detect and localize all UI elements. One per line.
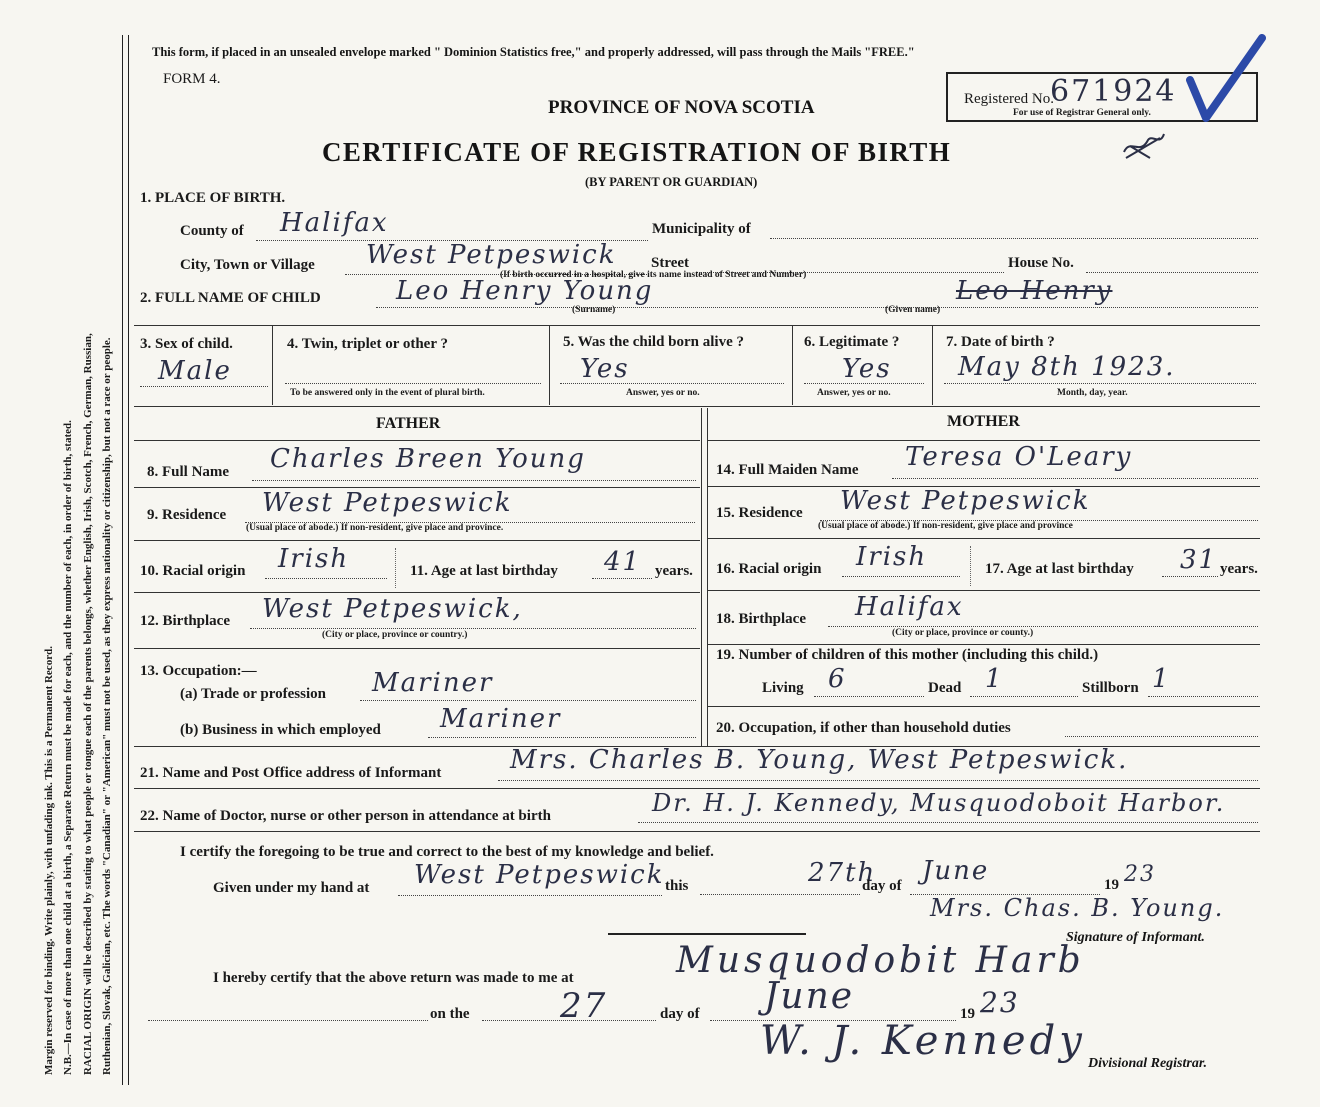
- mother-age-value: 31: [1180, 545, 1218, 575]
- surname-caption: (Surname): [572, 305, 616, 315]
- mother-birthplace-label: 18. Birthplace: [716, 611, 806, 627]
- margin-note-multiple-births: N.B.—In case of more than one child at a birth, a Separate Return must be made for each, and the number of each, in order of birth, stated.: [62, 420, 74, 1075]
- registrar-place-value: Musquodobit Harb: [676, 940, 1085, 981]
- municipality-label: Municipality of: [652, 221, 751, 237]
- father-age-value: 41: [604, 547, 642, 577]
- legitimate-label: 6. Legitimate ?: [804, 334, 900, 350]
- mother-birthplace-value: Halifax: [855, 592, 964, 622]
- city-label: City, Town or Village: [180, 257, 315, 273]
- on-the-label: on the: [430, 1006, 470, 1022]
- mail-notice: This form, if placed in an unsealed envelope marked " Dominion Statistics free," and properly addressed, will pass through the Mails "FREE.": [152, 45, 915, 59]
- registrar-year-value: 23: [980, 986, 1020, 1019]
- certification-month-value: June: [922, 856, 990, 886]
- doctor-value: Dr. H. J. Kennedy, Musquodoboit Harbor.: [652, 789, 1226, 817]
- child-name-label: 2. FULL NAME OF CHILD: [140, 290, 321, 306]
- informant-label: 21. Name and Post Office address of Informant: [140, 765, 442, 781]
- father-trade-value: Mariner: [372, 668, 494, 698]
- father-name-label: 8. Full Name: [147, 464, 230, 480]
- twin-label: 4. Twin, triplet or other ?: [287, 336, 448, 352]
- sex-label: 3. Sex of child.: [140, 336, 233, 352]
- twin-note: To be answered only in the event of plural birth.: [290, 388, 485, 398]
- father-name-value: Charles Breen Young: [270, 444, 586, 474]
- given-place-value: West Petpeswick: [414, 860, 665, 890]
- legitimate-value: Yes: [842, 354, 892, 384]
- living-value: 6: [828, 664, 847, 694]
- mother-age-years: years.: [1220, 561, 1258, 577]
- stillborn-label: Stillborn: [1082, 680, 1139, 696]
- county-label: County of: [180, 223, 244, 239]
- registered-number: 671924: [1050, 74, 1177, 109]
- registrar-signature: W. J. Kennedy: [760, 1018, 1086, 1064]
- born-alive-label: 5. Was the child born alive ?: [563, 334, 744, 350]
- mother-residence-label: 15. Residence: [716, 505, 803, 521]
- father-residence-label: 9. Residence: [147, 507, 227, 523]
- mother-racial-origin-label: 16. Racial origin: [716, 561, 822, 577]
- child-surname-value: Leo Henry Young: [396, 276, 654, 306]
- father-business-value: Mariner: [440, 704, 562, 734]
- registrar-statement: I hereby certify that the above return was made to me at: [213, 970, 574, 986]
- margin-note-racial-origin: RACIAL ORIGIN will be described by stating to what people or tongue each of the parents belongs, whether English, Irish, Scotch, French, German, Russian,: [82, 333, 94, 1075]
- legitimate-note: Answer, yes or no.: [817, 388, 891, 398]
- mother-children-label: 19. Number of children of this mother (including this child.): [716, 647, 1099, 663]
- registrar-day-value: 27: [560, 986, 608, 1026]
- registrar-caption: Divisional Registrar.: [1088, 1056, 1208, 1071]
- informant-signature: Mrs. Chas. B. Young.: [930, 894, 1225, 922]
- certification-year-value: 23: [1124, 862, 1156, 887]
- stillborn-value: 1: [1152, 664, 1171, 694]
- father-trade-label: (a) Trade or profession: [180, 686, 326, 702]
- mother-racial-origin-value: Irish: [856, 542, 928, 572]
- county-value: Halifax: [280, 208, 389, 238]
- father-age-label: 11. Age at last birthday: [410, 563, 558, 579]
- this-label: this: [665, 878, 689, 894]
- mother-name-value: Teresa O'Leary: [905, 442, 1133, 472]
- mother-residence-note: (Usual place of abode.) If non-resident, give place and province: [818, 521, 1073, 531]
- certification-year-prefix: 19: [1104, 877, 1119, 893]
- mother-occupation-label: 20. Occupation, if other than household duties: [716, 720, 1011, 736]
- margin-rule-outer: [122, 35, 123, 1085]
- check-mark-icon: [1186, 34, 1266, 126]
- margin-rule-inner: [128, 35, 129, 1085]
- mother-age-label: 17. Age at last birthday: [985, 561, 1134, 577]
- certification-day-value: 27th: [808, 858, 877, 888]
- date-of-birth-value: May 8th 1923.: [958, 352, 1176, 382]
- born-alive-value: Yes: [580, 354, 630, 384]
- form-number: FORM 4.: [163, 71, 221, 87]
- province-heading: PROVINCE OF NOVA SCOTIA: [548, 97, 815, 118]
- stamp-scribble-icon: [1120, 128, 1168, 162]
- city-value: West Petpeswick: [366, 240, 617, 270]
- father-heading: FATHER: [376, 415, 441, 432]
- father-occupation-label: 13. Occupation:—: [140, 663, 257, 679]
- house-number-label: House No.: [1008, 255, 1074, 271]
- date-of-birth-note: Month, day, year.: [1057, 388, 1128, 398]
- certification-day-of-label: day of: [862, 878, 902, 894]
- father-birthplace-note: (City or place, province or country.): [322, 630, 468, 640]
- informant-value: Mrs. Charles B. Young, West Petpeswick.: [510, 745, 1129, 775]
- dead-label: Dead: [928, 680, 962, 696]
- given-name-caption: (Given name): [885, 305, 941, 315]
- father-birthplace-value: West Petpeswick,: [262, 594, 523, 624]
- street-label: Street: [651, 255, 690, 271]
- date-of-birth-label: 7. Date of birth ?: [946, 334, 1055, 350]
- registrar-month-value: June: [764, 976, 855, 1017]
- given-under-label: Given under my hand at: [213, 880, 370, 896]
- certification-statement: I certify the foregoing to be true and correct to the best of my knowledge and belief.: [180, 844, 714, 860]
- child-given-name-value: Leo Henry: [956, 276, 1113, 306]
- sex-value: Male: [158, 356, 232, 386]
- mother-heading: MOTHER: [947, 413, 1020, 430]
- registrar-note: For use of Registrar General only.: [1013, 108, 1151, 118]
- informant-signature-caption: Signature of Informant.: [1066, 930, 1205, 945]
- father-racial-origin-value: Irish: [278, 544, 350, 574]
- registered-label: Registered No.: [964, 91, 1054, 107]
- father-racial-origin-label: 10. Racial origin: [140, 563, 246, 579]
- registrar-year-prefix: 19: [960, 1006, 975, 1022]
- dead-value: 1: [985, 664, 1004, 694]
- doctor-label: 22. Name of Doctor, nurse or other person in attendance at birth: [140, 808, 551, 824]
- born-alive-note: Answer, yes or no.: [626, 388, 700, 398]
- hospital-note: (If birth occurred in a hospital, give its name instead of Street and Number): [500, 270, 807, 280]
- document-title: CERTIFICATE OF REGISTRATION OF BIRTH: [322, 137, 952, 167]
- father-age-years: years.: [655, 563, 693, 579]
- margin-note-binding: Margin reserved for binding. Write plainly, with unfading ink. This is a Permanent Record.: [43, 646, 55, 1075]
- living-label: Living: [762, 680, 804, 696]
- mother-residence-value: West Petpeswick: [840, 486, 1091, 516]
- place-of-birth-heading: 1. PLACE OF BIRTH.: [140, 190, 286, 206]
- registrar-day-of-label: day of: [660, 1006, 700, 1022]
- margin-note-nationality: Ruthenian, Slovak, Galician, etc. The words "Canadian" or "American" must not be used, as they express nationality or citizenship, but not a race or people.: [101, 337, 113, 1075]
- father-business-label: (b) Business in which employed: [180, 722, 381, 738]
- father-residence-note: (Usual place of abode.) If non-resident, give place and province.: [246, 523, 504, 533]
- mother-birthplace-note: (City or place, province or county.): [892, 628, 1034, 638]
- mother-name-label: 14. Full Maiden Name: [716, 462, 859, 478]
- document-subtitle: (BY PARENT OR GUARDIAN): [585, 175, 758, 189]
- father-birthplace-label: 12. Birthplace: [140, 613, 230, 629]
- father-residence-value: West Petpeswick: [262, 488, 513, 518]
